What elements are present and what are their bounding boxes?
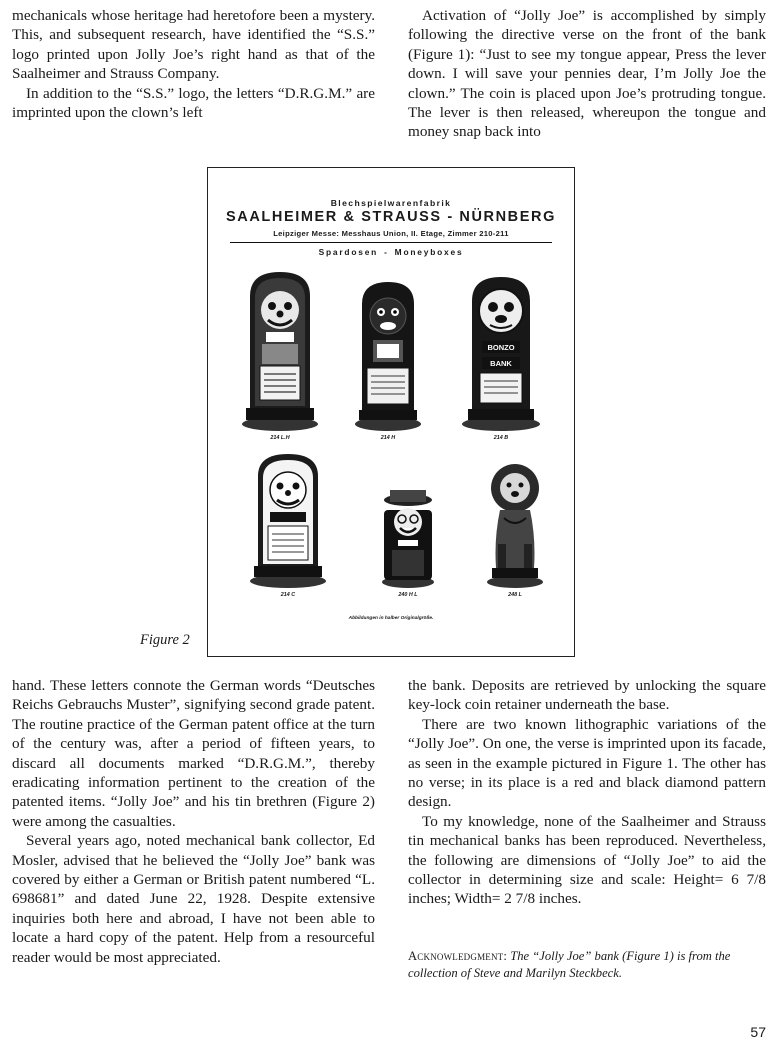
catalog-fair-address: Leipziger Messe: Messhaus Union, II. Etage, Zimmer 210-211 [273, 229, 509, 238]
bank-code: 214 B [493, 435, 509, 441]
column-bottom-left [12, 676, 375, 967]
bonzo-bank-drawing [460, 273, 542, 433]
paragraph: Several years ago, noted mechanical bank collector, Ed Mosler, advised that he believed the “Jolly Joe” bank was covered by either a German or British patent numbered “L. 698681” and dated June 22, 1928. Despite extensive inquiries both here and abroad, I have not been able to locate a hard copy of the patent. Help from a resourceful reader would be most appreciated. [12, 832, 375, 966]
figure-caption: Figure 2 [140, 632, 190, 648]
bust-bank-drawing [378, 488, 438, 590]
clown-bank-drawing [240, 268, 320, 433]
acknowledgment-text: The “Jolly Joe” bank (Figure 1) is from the collection of Steve and Marilyn Steckbeck. [408, 949, 731, 980]
catalog-subtitle-german: Spardosen [318, 247, 379, 257]
paragraph: In addition to the “S.S.” logo, the letters “D.R.G.M.” are imprinted upon the clown’s left [12, 84, 375, 122]
paragraph: the bank. Deposits are retrieved by unlocking the square key-lock coin retainer underneath the base. [408, 677, 766, 714]
bank-illustration-bust [378, 488, 438, 600]
bank-illustration-jolly-joe [248, 450, 328, 600]
column-top-left [12, 6, 375, 122]
paragraph: To my knowledge, none of the Saalheimer and Strauss tin mechanical banks has been reproduced. Nevertheless, the following are dimensions of “Jolly Joe” to aid the collector in determining size and scale: Height= 6 7/8 inches; Width= 2 7/8 inches. [408, 812, 766, 908]
catalog-company-name: SAALHEIMER & STRAUSS - NÜRNBERG [226, 209, 556, 225]
bank-code: 214 C [280, 592, 296, 598]
page-number: 57 [750, 1024, 766, 1040]
acknowledgment-lead: Acknowledgment: [408, 949, 508, 963]
bank-illustration-face [353, 278, 423, 443]
bank-code: 214 H [380, 435, 396, 441]
column-bottom-right [408, 676, 766, 909]
bank-illustration-bonzo [460, 273, 542, 443]
bank-illustration-lion [480, 458, 550, 600]
bank-code: 248 L [508, 592, 522, 598]
column-top-right [408, 6, 766, 142]
catalog-rule [230, 242, 552, 243]
catalog-subtitle-english: Moneyboxes [394, 247, 464, 257]
paragraph: hand. These letters connote the German words “Deutsches Reichs Gebrauchs Muster”, signifying second grade patent. The routine practice of the German patent office at the turn of the century was, after a period of fifteen years, to discard all documents marked “D.R.G.M.”, thereby eradicating information pertinent to the creation of the patented items. “Jolly Joe” and his tin brethren (Figure 2) were among the casualties. [12, 677, 375, 830]
bank-illustration-clown [240, 268, 320, 443]
catalog-footnote: Abbildungen in halber Originalgröße. [348, 616, 434, 621]
bonzo-label-bottom: BANK [490, 359, 512, 368]
catalog-figure [207, 167, 575, 657]
paragraph: Activation of “Jolly Joe” is accomplished by simply following the directive verse on the front of the bank (Figure 1): “Just to see my tongue appear, Press the lever down. I will save your pennies dear, I’m Jolly Joe the clown.” The coin is placed upon Joe’s protruding tongue. The lever is then released, whereupon the tongue and money snap back into [408, 7, 766, 141]
bank-code: 240 H L [398, 592, 418, 598]
face-bank-drawing [353, 278, 423, 433]
paragraph: There are two known lithographic variations of the “Jolly Joe”. On one, the verse is imprinted upon its facade, as seen in the example pictured in Figure 1. The other has no verse; in its place is a red and black diamond pattern design. [408, 715, 766, 811]
lion-bank-drawing [480, 458, 550, 590]
catalog-subtitle-separator: - [384, 247, 389, 257]
bonzo-label-top: BONZO [487, 343, 515, 352]
catalog-kicker: Blechspielwarenfabrik [330, 198, 452, 208]
paragraph: mechanicals whose heritage had heretofore been a mystery. This, and subsequent research, have identified the “S.S.” logo printed upon Jolly Joe’s right hand as that of the Saalheimer and Strauss Company. [12, 7, 375, 83]
jolly-joe-bank-drawing [248, 450, 328, 590]
catalog-subtitle [208, 247, 574, 257]
acknowledgment [408, 948, 766, 982]
bank-code: 214 L.H [270, 435, 290, 441]
